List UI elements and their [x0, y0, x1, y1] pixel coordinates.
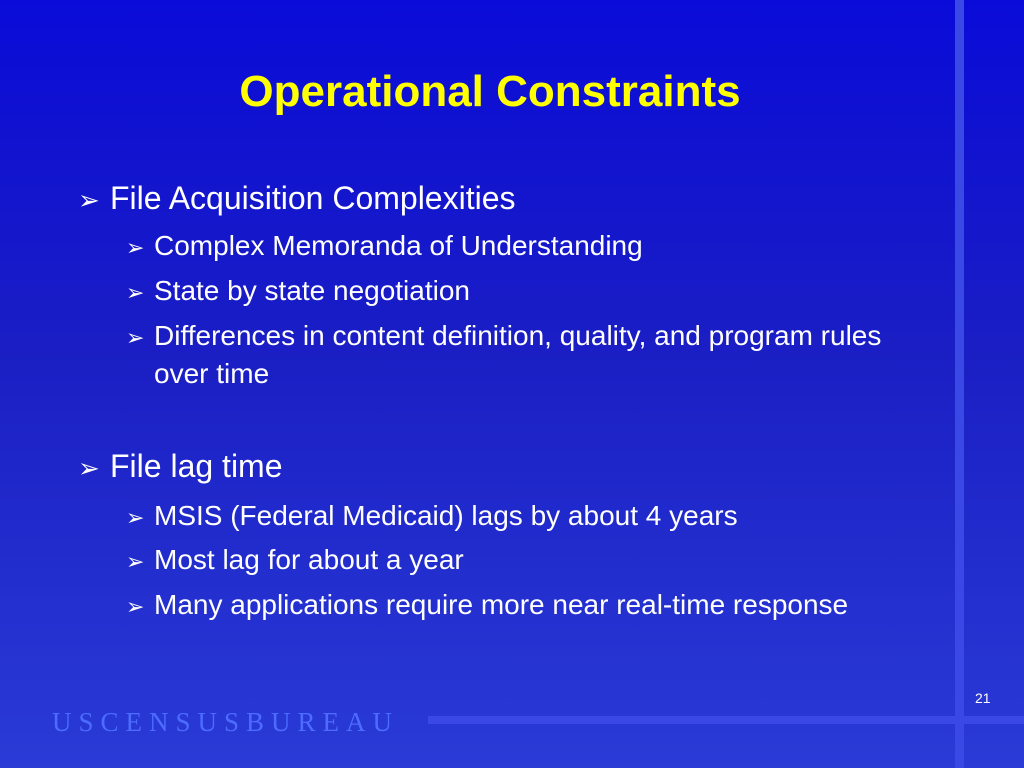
arrow-bullet-icon: ➢ [126, 325, 145, 350]
arrow-bullet-icon: ➢ [126, 235, 145, 260]
arrow-bullet-icon: ➢ [126, 280, 145, 305]
section-heading: ➢ File Acquisition Complexities [78, 178, 516, 218]
page-number: 21 [975, 690, 991, 706]
list-item: ➢ MSIS (Federal Medicaid) lags by about 4 years [126, 497, 886, 535]
section-heading: ➢ File lag time [78, 446, 283, 486]
arrow-bullet-icon: ➢ [126, 505, 145, 530]
horizontal-accent-line [428, 716, 1024, 724]
list-item: ➢ Differences in content definition, quality, and program rules over time [126, 320, 882, 389]
list-item: ➢ Many applications require more near real-time response [126, 586, 886, 624]
arrow-bullet-icon: ➢ [78, 185, 100, 215]
list-item: ➢ State by state negotiation [126, 272, 886, 310]
list-item: ➢ Complex Memoranda of Understanding [126, 227, 886, 265]
arrow-bullet-icon: ➢ [78, 453, 100, 483]
slide-title: Operational Constraints [239, 67, 741, 116]
arrow-bullet-icon: ➢ [126, 594, 145, 619]
census-bureau-logo-text: USCENSUSBUREAU [52, 707, 400, 737]
list-item: ➢ Most lag for about a year [126, 541, 886, 579]
arrow-bullet-icon: ➢ [126, 549, 145, 574]
